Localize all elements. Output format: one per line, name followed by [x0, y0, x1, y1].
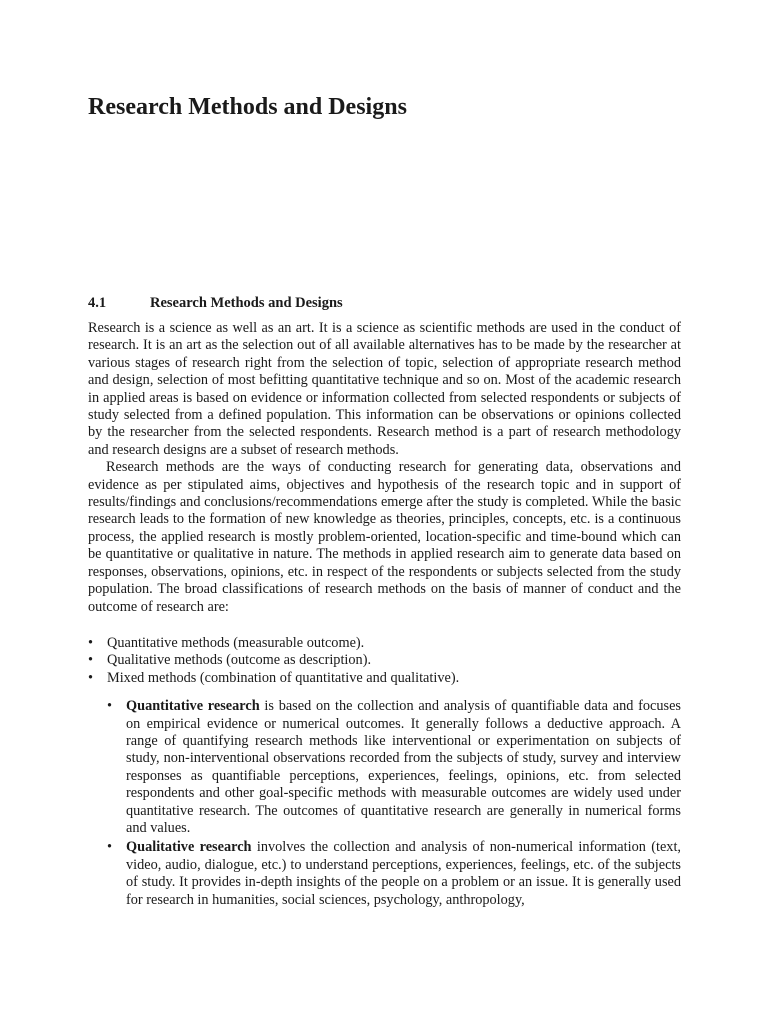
- detail-term: Quantitative research: [126, 698, 260, 715]
- detail-text: involves the collection and analysis of non-numerical information (text, video, audio, dialogue, etc.) to understand perceptions, experiences, feelings, etc. of the subjects of study. It provides in-depth insights of the people on a problem or an issue. It is generally used for research in humanities, social sciences, psychology, anthropology,: [126, 839, 681, 908]
- detail-term: Qualitative research: [126, 839, 252, 856]
- paragraph-methods: Research methods are the ways of conducting research for generating data, observations and evidence as per stipulated aims, objectives and hypothesis of the research topic and in support of results/findings and conclusions/recommendations emerge after the study is completed. While the basic research leads to the formation of new knowledge as theories, principles, concepts, etc. is a continuous process, the applied research is mostly problem-oriented, location-specific and time-bound which can be quantitative or qualitative in nature. The methods in applied research aim to generate data based on responses, observations, opinions, etc. in respect of the respondents or subjects selected from the study population. The broad classifications of research methods on the basis of manner of conduct and the outcome of research are:: [88, 459, 681, 615]
- list-item-text: Quantitative methods (measurable outcome).: [107, 634, 365, 651]
- bullet-icon: •: [107, 698, 113, 715]
- detail-item-quantitative: [107, 698, 681, 837]
- detail-item-qualitative: [107, 839, 681, 909]
- details-list: [88, 698, 681, 909]
- section-body: [88, 320, 681, 911]
- section-number: 4.1: [88, 295, 107, 311]
- bullet-icon: •: [107, 839, 113, 856]
- list-item: [88, 670, 681, 687]
- list-item-text: Qualitative methods (outcome as description).: [107, 652, 372, 669]
- section-title: Research Methods and Designs: [150, 295, 343, 311]
- list-item: [88, 652, 681, 669]
- list-item-text: Mixed methods (combination of quantitative and qualitative).: [107, 669, 460, 686]
- chapter-title: Research Methods and Designs: [88, 94, 407, 120]
- methods-list: [88, 635, 681, 687]
- list-item: [88, 635, 681, 652]
- detail-text: is based on the collection and analysis of quantifiable data and focuses on empirical evidence or numerical outcomes. It generally follows a deductive approach. A range of quantifying research methods like interventional or experimentation on subjects of study, non-interventional observations recorded from the subjects of study, survey and interview responses as quantifiable perceptions, experiences, feelings, opinions, etc. from selected respondents and other goal-specific methods with measurable outcomes are widely used under quantitative research. The outcomes of quantitative research are generally in numerical forms and values.: [126, 698, 681, 836]
- bullet-icon: •: [88, 634, 94, 651]
- section-heading: [88, 294, 343, 312]
- paragraph-intro: Research is a science as well as an art. It is a science as scientific methods are used in the conduct of research. It is an art as the selection out of all available alternatives has to be made by the researcher at various stages of research right from the selection of topic, selection of appropriate research method and design, selection of most befitting quantitative technique and so on. Most of the academic research in applied areas is based on evidence or information collected from selected respondents or subjects of study selected from a defined population. This information can be observations or opinions collected by the researcher from the selected respondents. Research method is a part of research methodology and research designs are a subset of research methods.: [88, 320, 681, 458]
- bullet-icon: •: [88, 652, 94, 669]
- bullet-icon: •: [88, 669, 94, 686]
